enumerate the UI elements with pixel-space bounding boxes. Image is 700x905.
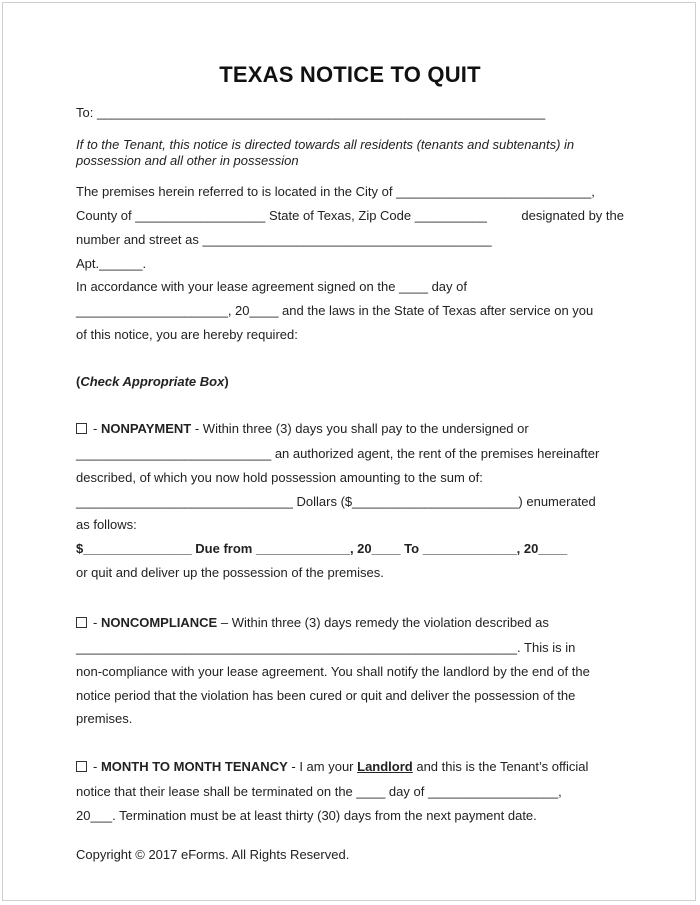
heading-paren-close: ) xyxy=(224,374,229,389)
nonpayment-line-5: as follows: xyxy=(76,517,137,532)
month-to-month-dash: - xyxy=(93,759,101,774)
nonpayment-line-7: or quit and deliver up the possession of the premises. xyxy=(76,565,384,580)
month-to-month-text: - I am your xyxy=(287,759,358,774)
month-to-month-label: MONTH TO MONTH TENANCY xyxy=(100,759,288,774)
noncompliance-checkbox[interactable] xyxy=(76,617,87,628)
apt-line: Apt.______. xyxy=(76,256,147,271)
lease-signed-line: In accordance with your lease agreement signed on the ____ day of xyxy=(76,279,467,294)
noncompliance-line-3: non-compliance with your lease agreement. You shall notify the landlord by the end of the xyxy=(76,664,590,679)
county-line-end: designated by the xyxy=(521,208,624,223)
nonpayment-line-4: ______________________________ Dollars ($_______________________) enumerated xyxy=(76,494,596,509)
noncompliance-line-1 xyxy=(76,615,624,631)
nonpayment-dash: - xyxy=(93,421,101,436)
street-line: number and street as ________________________________________ xyxy=(76,232,492,247)
intro-line-1: If to the Tenant, this notice is directed towards all residents (tenants and subtenants) in xyxy=(76,137,575,152)
to-line: To: ______________________________________________________________ xyxy=(76,105,546,120)
month-to-month-line-3: 20___. Termination must be at least thirty (30) days from the next payment date. xyxy=(76,808,537,823)
heading-paren-open: ( xyxy=(76,374,81,389)
lease-date-line: _____________________, 20____ and the laws in the State of Texas after service on you xyxy=(76,303,594,318)
county-line-text: County of __________________ State of Texas, Zip Code __________ xyxy=(76,208,488,223)
noncompliance-line-2: _____________________________________________________________. This is in xyxy=(76,640,576,655)
nonpayment-checkbox[interactable] xyxy=(76,423,87,434)
month-to-month-line-2: notice that their lease shall be terminated on the ____ day of __________________, xyxy=(76,784,562,799)
nonpayment-line-1 xyxy=(76,421,624,437)
copyright-notice: Copyright © 2017 eForms. All Rights Reserved. xyxy=(76,847,350,862)
nonpayment-line-3: described, of which you now hold possession amounting to the sum of: xyxy=(76,470,483,485)
check-box-heading xyxy=(76,374,624,390)
month-to-month-checkbox[interactable] xyxy=(76,761,87,772)
nonpayment-text: - Within three (3) days you shall pay to the undersigned or xyxy=(191,421,529,436)
premises-city-line: The premises herein referred to is located in the City of ___________________________, xyxy=(76,184,595,199)
intro-line-2: possession and all other in possession xyxy=(76,153,299,168)
county-line xyxy=(76,208,624,224)
noncompliance-text: – Within three (3) days remedy the violation described as xyxy=(217,615,549,630)
heading-text: Check Appropriate Box xyxy=(80,374,225,389)
noncompliance-dash: - xyxy=(93,615,101,630)
noncompliance-label: NONCOMPLIANCE xyxy=(100,615,218,630)
nonpayment-line-2: ___________________________ an authorized agent, the rent of the premises hereinafter xyxy=(76,446,600,461)
nonpayment-due-line: $_______________ Due from _____________, 20____ To _____________, 20____ xyxy=(76,541,568,556)
month-to-month-text-end: and this is the Tenant’s official xyxy=(412,759,589,774)
nonpayment-label: NONPAYMENT xyxy=(100,421,192,436)
month-to-month-line-1 xyxy=(76,759,624,775)
noncompliance-line-5: premises. xyxy=(76,711,133,726)
landlord-word: Landlord xyxy=(357,759,413,774)
document-title: TEXAS NOTICE TO QUIT xyxy=(219,62,481,87)
required-line: of this notice, you are hereby required: xyxy=(76,327,298,342)
noncompliance-line-4: notice period that the violation has been cured or quit and deliver the possession of the xyxy=(76,688,576,703)
